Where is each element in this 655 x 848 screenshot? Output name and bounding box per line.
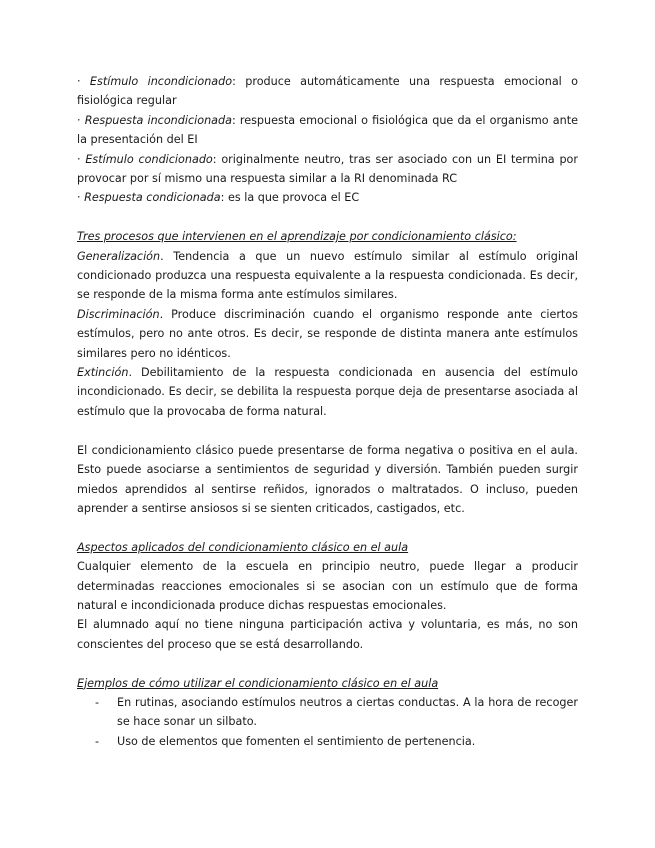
- bullet-marker: ·: [77, 113, 81, 127]
- definition-text: : es la que provoca el EC: [220, 191, 360, 205]
- definition-item: [77, 72, 578, 111]
- definition-term: Estímulo condicionado: [85, 152, 213, 166]
- applied-paragraph: El alumnado aquí no tiene ninguna participación activa y voluntaria, es más, no son conscientes del proceso que se está desarrollando.: [77, 618, 578, 651]
- definition-item: [77, 188, 578, 207]
- list-item-text: Uso de elementos que fomenten el sentimiento de pertenencia.: [117, 734, 476, 748]
- bullet-marker: ·: [77, 152, 81, 166]
- process-term: Extinción: [77, 366, 129, 380]
- examples-heading: Ejemplos de cómo utilizar el condicionamiento clásico en el aula: [77, 676, 439, 690]
- bullet-marker: ·: [77, 75, 81, 88]
- dash-marker: -: [95, 695, 100, 709]
- list-item: [77, 732, 578, 751]
- definition-item: [77, 150, 578, 189]
- definition-item: [77, 111, 578, 150]
- list-item: [77, 693, 578, 732]
- process-term: Generalización: [77, 249, 161, 263]
- definition-text: : originalmente neutro, tras ser asociado con un EI termina por provocar por sí mismo una respuesta similar a la RI denominada RC: [77, 152, 578, 186]
- definition-term: Respuesta incondicionada: [84, 113, 232, 127]
- emotions-paragraph: El condicionamiento clásico puede presentarse de forma negativa o positiva en el aula. Esto puede asociarse a sentimientos de seguridad y diversión. También pueden surgir miedos aprendidos al sentirse reñidos, ignorados o maltratados. O incluso, pueden aprender a sentirse ansiosos si se sienten criticados, castigados, etc.: [77, 443, 578, 515]
- list-item-text: En rutinas, asociando estímulos neutros a ciertas conductas. A la hora de recoger se hace sonar un silbato.: [117, 695, 578, 729]
- applied-heading: Aspectos aplicados del condicionamiento clásico en el aula: [77, 540, 409, 554]
- process-item: [77, 305, 578, 363]
- process-item: [77, 363, 578, 421]
- process-text: . Debilitamiento de la respuesta condicionada en ausencia del estímulo incondicionado. Es decir, se debilita la respuesta porque deja de presentarse asociada al estímulo que la provocaba de forma natural.: [77, 366, 578, 418]
- definition-term: Respuesta condicionada: [84, 191, 221, 205]
- definition-text: : produce automáticamente una respuesta emocional o fisiológica regular: [77, 75, 578, 108]
- processes-heading: Tres procesos que intervienen en el aprendizaje por condicionamiento clásico:: [77, 230, 517, 244]
- bullet-marker: ·: [77, 191, 81, 205]
- process-term: Discriminación: [77, 307, 160, 321]
- definition-text: : respuesta emocional o fisiológica que da el organismo ante la presentación del EI: [77, 113, 578, 147]
- document-body: [77, 72, 578, 751]
- examples-list: [77, 693, 578, 751]
- process-text: . Tendencia a que un nuevo estímulo similar al estímulo original condicionado produzca una respuesta equivalente a la respuesta condicionada. Es decir, se responde de la misma forma ante estímulos similares.: [77, 249, 578, 302]
- dash-marker: -: [95, 734, 100, 748]
- applied-paragraph: Cualquier elemento de la escuela en principio neutro, puede llegar a producir determinadas reacciones emocionales si se asocian con un estímulo que de forma natural e incondicionada produce dichas respuestas emocionales.: [77, 560, 578, 612]
- definition-term: Estímulo incondicionado: [89, 75, 233, 88]
- process-item: [77, 247, 578, 305]
- process-text: . Produce discriminación cuando el organismo responde ante ciertos estímulos, pero no ante otros. Es decir, se responde de distinta manera ante estímulos similares pero no idénticos.: [77, 307, 578, 360]
- definitions-list: [77, 72, 578, 208]
